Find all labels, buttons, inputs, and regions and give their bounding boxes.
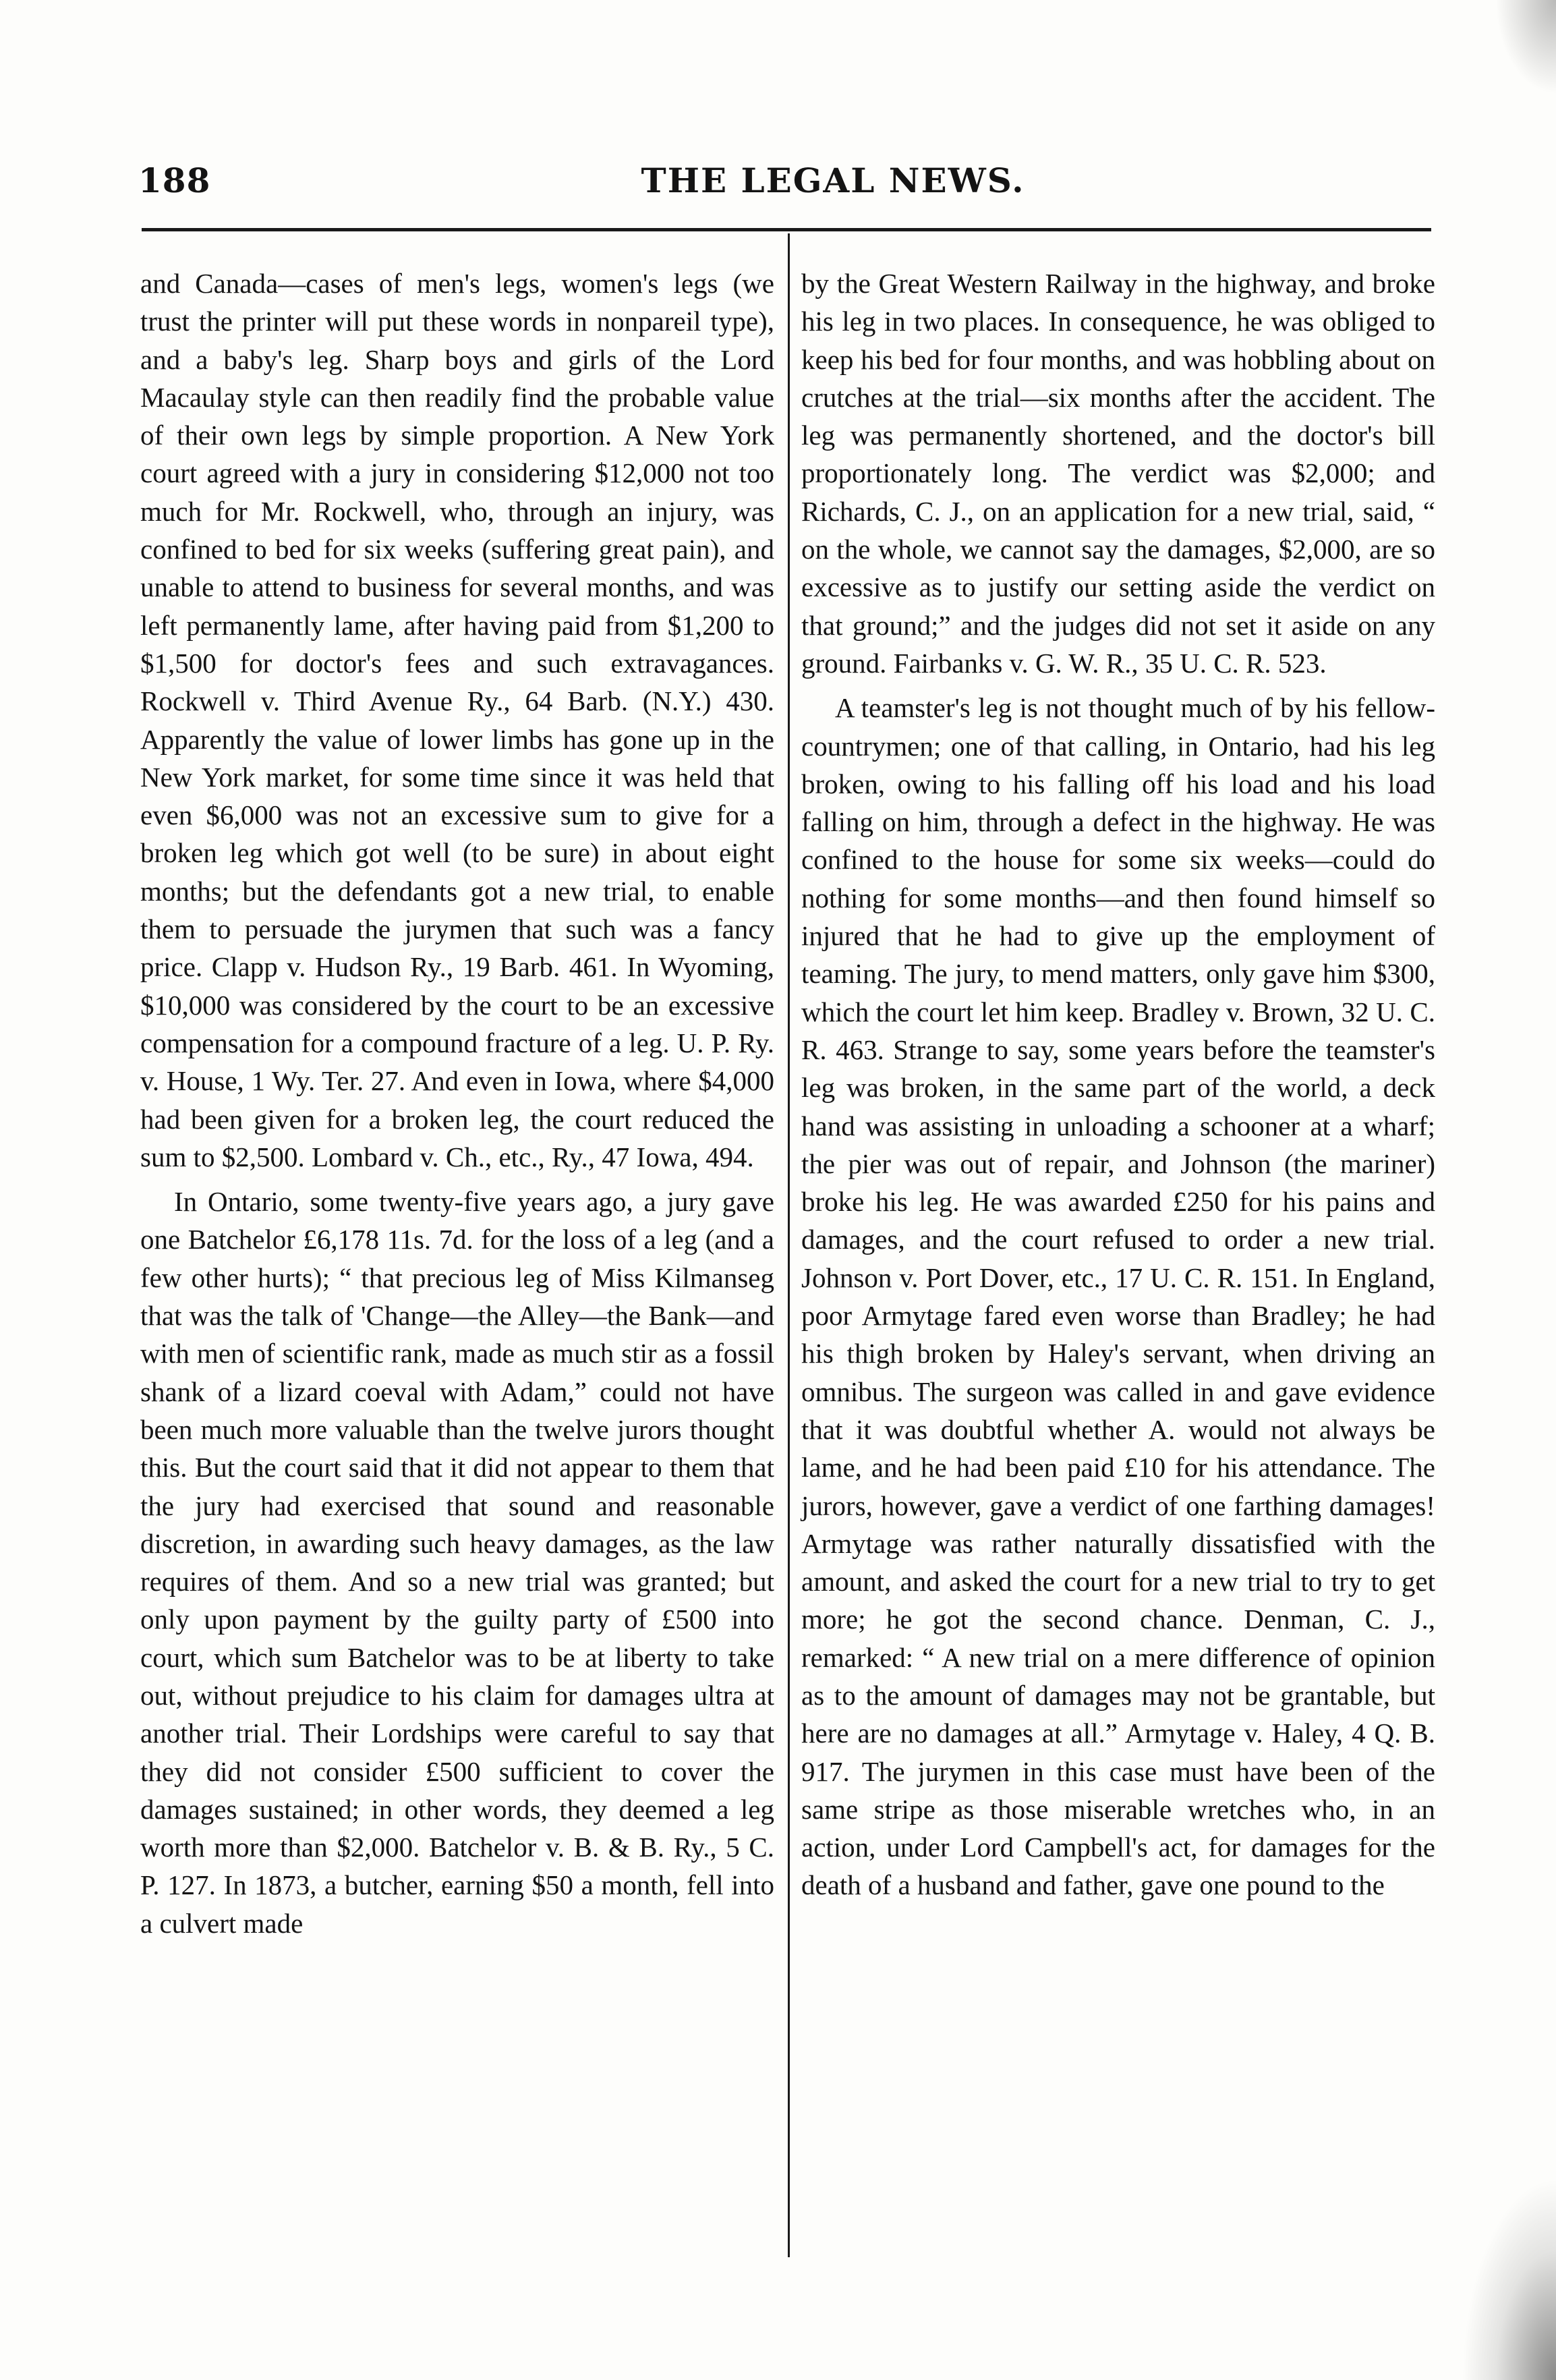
scan-edge-mark (1462, 2178, 1556, 2380)
right-paragraph-1: by the Great Western Railway in the highway, and broke his leg in two places. In consequence, he was obliged to keep his bed for four months, and was hobbling about on crutches at the trial—six months after the accident. The leg was permanently shortened, and the doctor's bill proportionately long. The verdict was $2,000; and Richards, C. J., on an application for a new trial, said, “ on the whole, we cannot say the damages, $2,000, are so excessive as to justify our setting aside the verdict on that ground;” and the judges did not set it aside on any ground. Fairbanks v. G. W. R., 35 U. C. R. 523. (801, 268, 1435, 679)
column-divider (788, 233, 790, 2257)
left-paragraph-2: In Ontario, some twenty-five years ago, a jury gave one Batchelor £6,178 11s. 7d. for the loss of a leg (and a few other hurts); “ that precious leg of Miss Kilmanseg that was the talk of 'Change—the Alley—the Bank—and with men of scientific rank, made as much stir as a fossil shank of a lizard coeval with Adam,” could not have been much more valuable than the twelve jurors thought this. But the court said that it did not appear to them that the jury had exercised that sound and reasonable discretion, in awarding such heavy damages, as the law requires of them. And so a new trial was granted; but only upon payment by the guilty party of £500 into court, which sum Batchelor was to be at liberty to take out, without prejudice to his claim for damages ultra at another trial. Their Lordships were careful to say that they did not consider £500 sufficient to cover the damages sustained; in other words, they deemed a leg worth more than $2,000. Batchelor v. B. & B. Ry., 5 C. P. 127. In 1873, a butcher, earning $50 a month, fell into a culvert made (140, 1186, 774, 1939)
page-number: 188 (138, 161, 211, 200)
scan-corner-mark (1495, 0, 1556, 94)
right-paragraph-2: A teamster's leg is not thought much of by his fellow-countrymen; one of that calling, in Ontario, had his leg broken, owing to his falling off his load and his load falling on him, through a defect in the highway. He was confined to the house for some six weeks—could do nothing for some months—and then found himself so injured that he had to give up the employment of teaming. The jury, to mend matters, only gave him $300, which the court let him keep. Bradley v. Brown, 32 U. C. R. 463. Strange to say, some years before the teamster's leg was broken, in the same part of the world, a deck hand was assisting in unloading a schooner at a wharf; the pier was out of repair, and Johnson (the mariner) broke his leg. He was awarded £250 for his pains and damages, and the court refused to order a new trial. Johnson v. Port Dover, etc., 17 U. C. R. 151. In England, poor Armytage fared even worse than Bradley; he had his thigh broken by Haley's servant, when driving an omnibus. The surgeon was called in and gave evidence that it was doubtful whether A. would not always be lame, and he had been paid £10 for his attendance. The jurors, however, gave a verdict of one farthing damages! Armytage was rather naturally dissatisfied with the amount, and asked the court for a new trial to try to get more; he got the second chance. Denman, C. J., remarked: “ A new trial on a mere difference of opinion as to the amount of damages may not be grantable, but here are no damages at all.” Armytage v. Haley, 4 Q. B. 917. The jurymen in this case must have been of the same stripe as those miserable wretches who, in an action, under Lord Campbell's act, for damages for the death of a husband and father, gave one pound to the (801, 692, 1435, 1901)
running-head (138, 161, 1433, 208)
right-column (801, 264, 1435, 1904)
left-column (140, 264, 774, 1942)
left-paragraph-1: and Canada—cases of men's legs, women's legs (we trust the printer will put these words in nonpareil type), and a baby's leg. Sharp boys and girls of the Lord Macaulay style can then readily find the probable value of their own legs by simple proportion. A New York court agreed with a jury in considering $12,000 not too much for Mr. Rockwell, who, through an injury, was confined to bed for six weeks (suffering great pain), and unable to attend to business for several months, and was left permanently lame, after having paid from $1,200 to $1,500 for doctor's fees and such extravagances. Rockwell v. Third Avenue Ry., 64 Barb. (N.Y.) 430. Apparently the value of lower limbs has gone up in the New York market, for some time since it was held that even $6,000 was not an excessive sum to give for a broken leg which got well (to be sure) in about eight months; but the defendants got a new trial, to enable them to persuade the jurymen that such was a fancy price. Clapp v. Hudson Ry., 19 Barb. 461. In Wyoming, $10,000 was considered by the court to be an excessive compensation for a compound fracture of a leg. U. P. Ry. v. House, 1 Wy. Ter. 27. And even in Iowa, where $4,000 had been given for a broken leg, the court reduced the sum to $2,500. Lombard v. Ch., etc., Ry., 47 Iowa, 494. (140, 268, 774, 1172)
header-rule (142, 228, 1431, 231)
journal-title: THE LEGAL NEWS. (641, 161, 1025, 200)
